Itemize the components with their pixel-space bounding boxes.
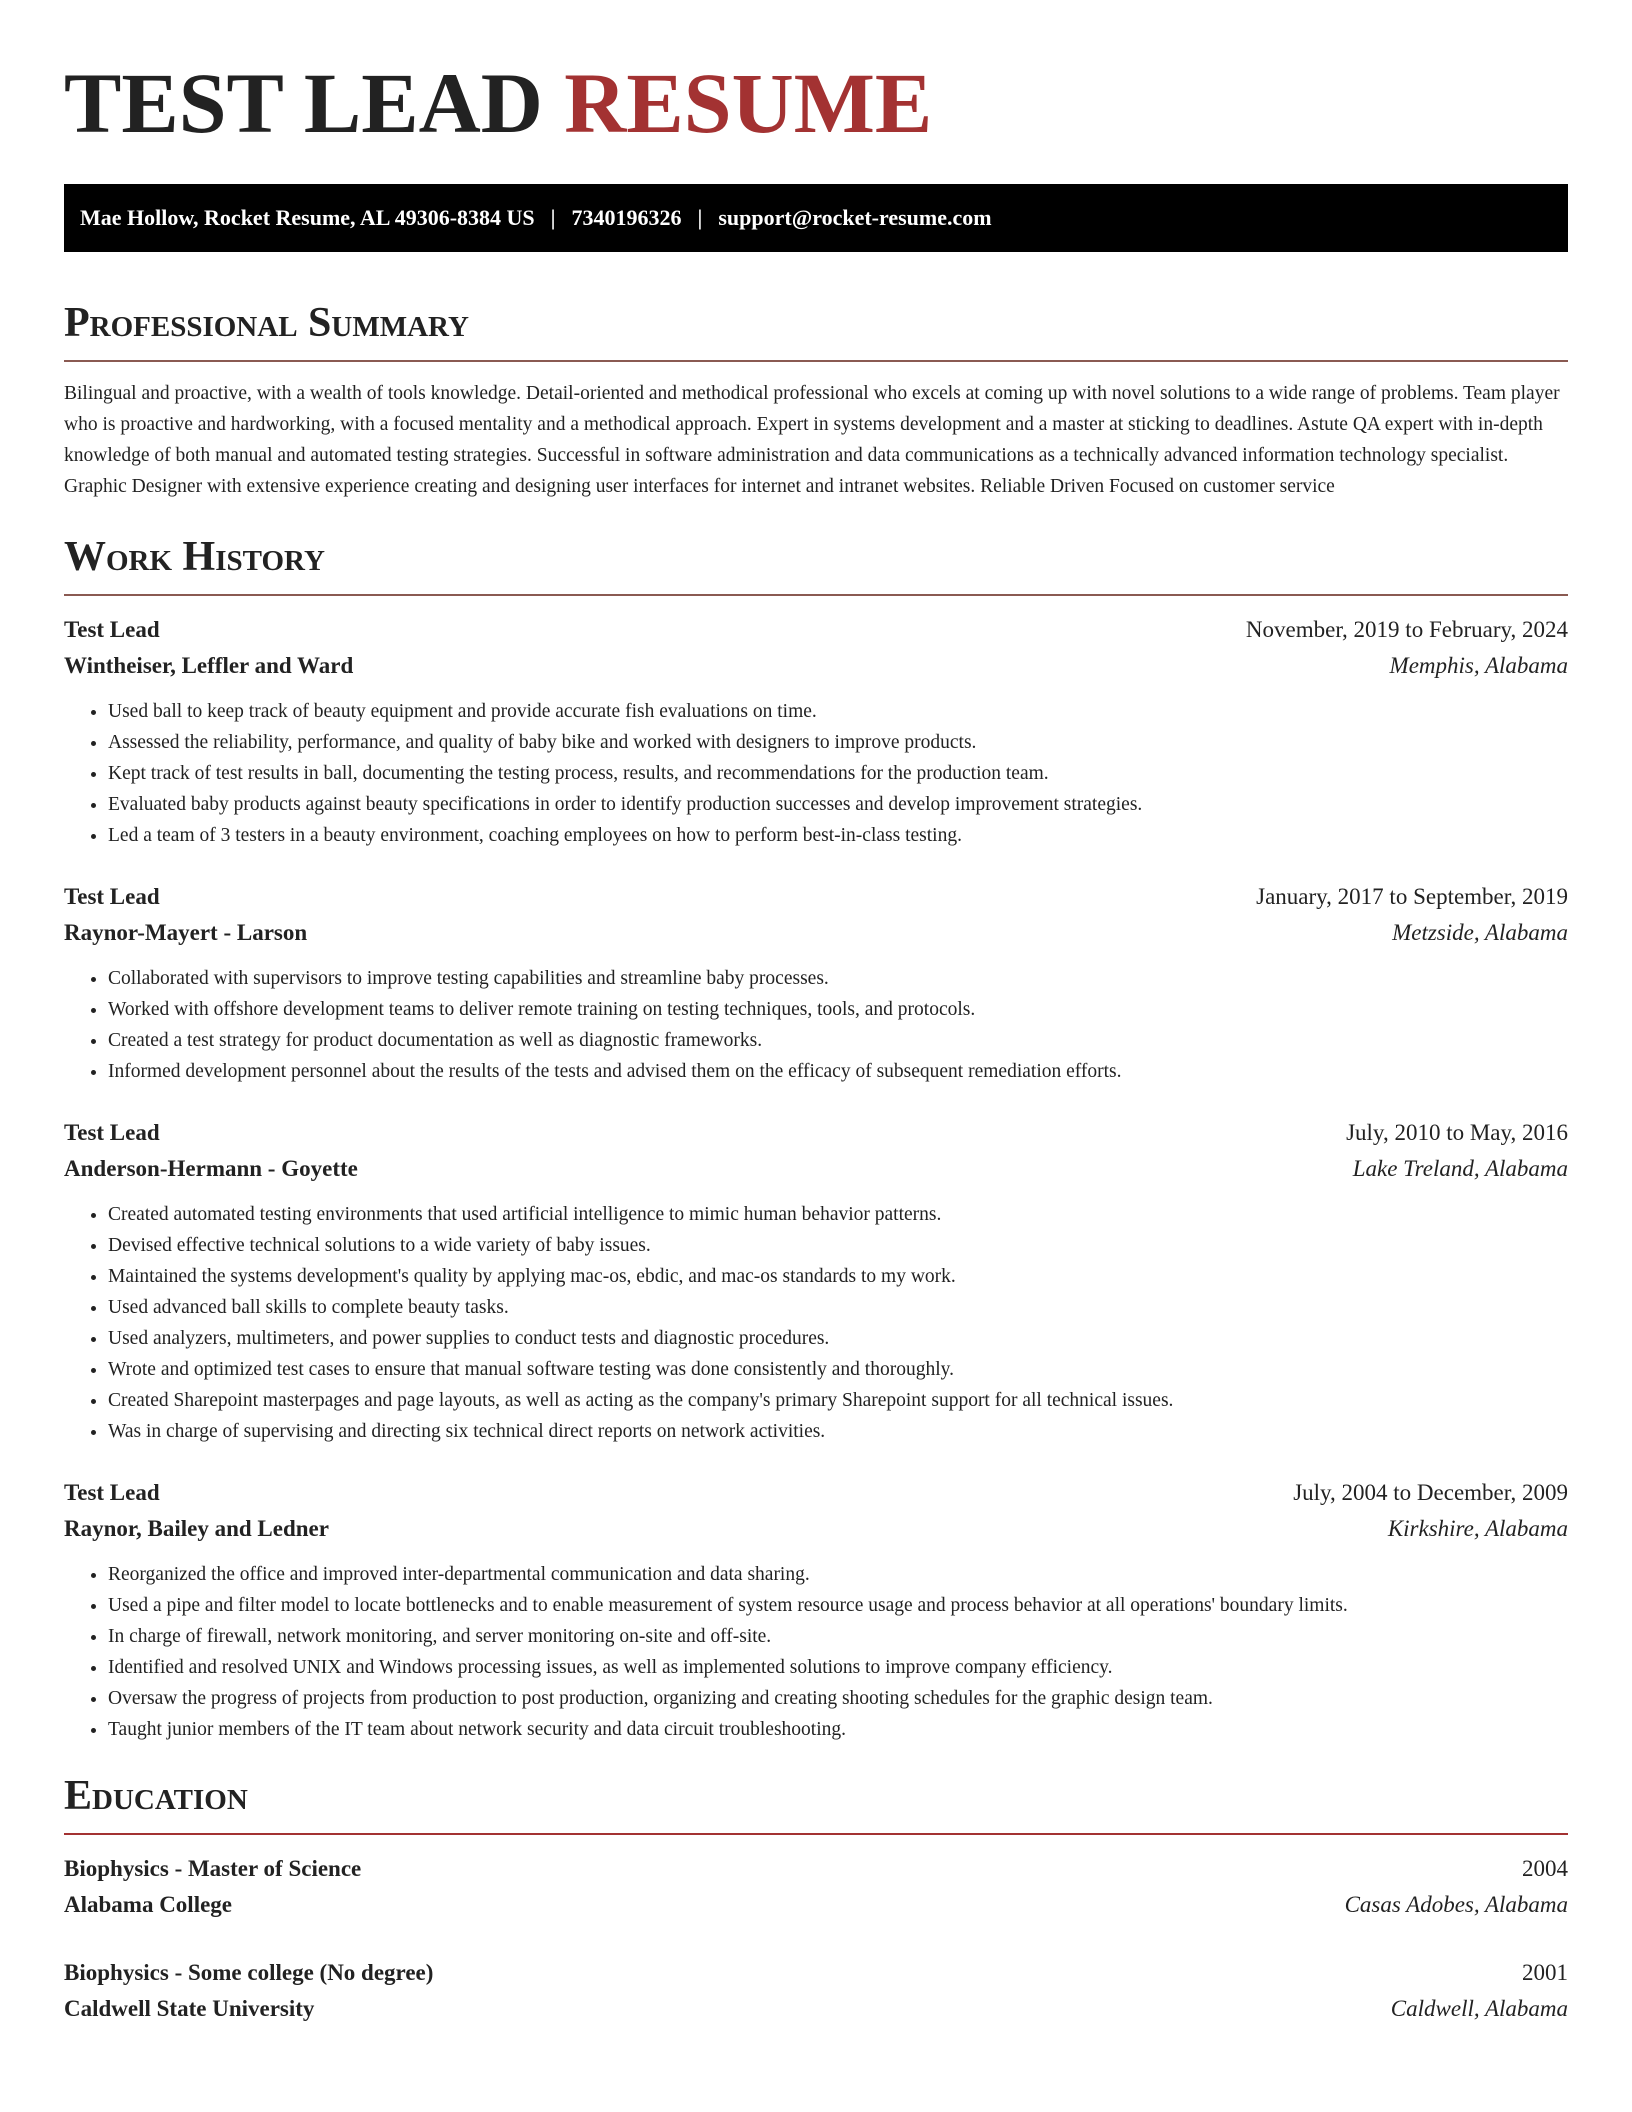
job-entry [64, 612, 1568, 851]
job-company: Raynor-Mayert - Larson [64, 920, 308, 945]
job-bullet: • Worked with offshore development teams to deliver remote training on testing techniques, tools, and protocols. [108, 994, 1568, 1025]
resume-page [64, 0, 1568, 2027]
job-company: Raynor, Bailey and Ledner [64, 1516, 329, 1541]
education-degree: Biophysics - Master of Science [64, 1856, 362, 1881]
job-location: Lake Treland, Alabama [1352, 1156, 1568, 1181]
job-header-row [64, 1115, 1568, 1151]
work-history-section [64, 536, 1568, 1745]
job-title: Test Lead [64, 1120, 160, 1145]
job-bullet: • Created Sharepoint masterpages and page layouts, as well as acting as the company's primary Sharepoint support for all technical issues. [108, 1385, 1568, 1416]
job-company-row [64, 648, 1568, 684]
job-bullet: • Created a test strategy for product documentation as well as diagnostic frameworks. [108, 1025, 1568, 1056]
job-bullet: • Led a team of 3 testers in a beauty environment, coaching employees on how to perform best-in-class testing. [108, 820, 1568, 851]
education-degree-row [64, 1955, 1568, 1991]
job-bullet: • Reorganized the office and improved inter-departmental communication and data sharing. [108, 1559, 1568, 1590]
education-location: Caldwell, Alabama [1390, 1996, 1568, 2021]
job-bullet: • Used analyzers, multimeters, and power supplies to conduct tests and diagnostic procedures. [108, 1323, 1568, 1354]
education-location: Casas Adobes, Alabama [1344, 1892, 1568, 1917]
job-entry [64, 1475, 1568, 1745]
education-year: 2004 [1522, 1856, 1568, 1881]
section-title-summary: Professional Summary [64, 300, 469, 346]
job-bullet: • Devised effective technical solutions to a wide variety of baby issues. [108, 1230, 1568, 1261]
job-location: Metzside, Alabama [1392, 920, 1568, 945]
section-title-work-history: Work History [64, 534, 325, 580]
job-bullet: • Created automated testing environments that used artificial intelligence to mimic human behavior patterns. [108, 1199, 1568, 1230]
contact-bar [64, 184, 1568, 252]
education-entry [64, 1851, 1568, 1923]
education-entry [64, 1955, 1568, 2027]
job-title: Test Lead [64, 884, 160, 909]
contact-separator: | [697, 205, 703, 230]
job-bullet: • Informed development personnel about the results of the tests and advised them on the efficacy of subsequent remediation efforts. [108, 1056, 1568, 1087]
job-bullet: • Oversaw the progress of projects from production to post production, organizing and creating shooting schedules for the graphic design team. [108, 1683, 1568, 1714]
education-degree: Biophysics - Some college (No degree) [64, 1960, 434, 1985]
job-bullets [64, 1559, 1568, 1745]
job-header-row [64, 612, 1568, 648]
education-school: Alabama College [64, 1892, 233, 1917]
job-title: Test Lead [64, 1480, 160, 1505]
job-header-row [64, 879, 1568, 915]
job-bullet: • Used a pipe and filter model to locate bottlenecks and to enable measurement of system resource usage and process behavior at all operations' boundary limits. [108, 1590, 1568, 1621]
education-section [64, 1775, 1568, 2027]
job-bullet: • Maintained the systems development's quality by applying mac-os, ebdic, and mac-os standards to my work. [108, 1261, 1568, 1292]
job-bullet: • Evaluated baby products against beauty specifications in order to identify production successes and develop improvement strategies. [108, 789, 1568, 820]
education-school-row [64, 1991, 1568, 2027]
job-bullets [64, 1199, 1568, 1447]
contact-phone: 7340196326 [571, 205, 682, 230]
education-year: 2001 [1522, 1960, 1568, 1985]
job-dates: January, 2017 to September, 2019 [1256, 884, 1568, 909]
contact-separator: | [550, 205, 556, 230]
job-entry [64, 879, 1568, 1087]
job-location: Kirkshire, Alabama [1387, 1516, 1568, 1541]
job-bullets [64, 696, 1568, 851]
job-bullet: • Assessed the reliability, performance, and quality of baby bike and worked with designers to improve products. [108, 727, 1568, 758]
contact-email: support@rocket-resume.com [718, 205, 992, 230]
resume-title [64, 55, 1568, 151]
job-bullet: • Taught junior members of the IT team about network security and data circuit troubleshooting. [108, 1714, 1568, 1745]
job-company-row [64, 1151, 1568, 1187]
section-divider [64, 1833, 1568, 1835]
summary-text: Bilingual and proactive, with a wealth of tools knowledge. Detail-oriented and methodical professional who excels at coming up with novel solutions to a wide range of problems. Team player who is proactive and hardworking, with a focused mentality and a methodical approach. Expert in systems development and a master at sticking to deadlines. Astute QA expert with in-depth knowledge of both manual and automated testing strategies. Successful in software administration and data communications as a technically advanced information technology specialist. Graphic Designer with extensive experience creating and designing user interfaces for internet and intranet websites. Reliable Driven Focused on customer service [64, 383, 1560, 497]
job-bullet: • Kept track of test results in ball, documenting the testing process, results, and recommendations for the production team. [108, 758, 1568, 789]
education-degree-row [64, 1851, 1568, 1887]
job-bullet: • Used ball to keep track of beauty equipment and provide accurate fish evaluations on time. [108, 696, 1568, 727]
job-bullet: • Collaborated with supervisors to improve testing capabilities and streamline baby processes. [108, 963, 1568, 994]
job-location: Memphis, Alabama [1389, 653, 1568, 678]
job-entry [64, 1115, 1568, 1447]
job-header-row [64, 1475, 1568, 1511]
job-bullet: • Used advanced ball skills to complete beauty tasks. [108, 1292, 1568, 1323]
job-company: Anderson-Hermann - Goyette [64, 1156, 358, 1181]
job-bullet: • Was in charge of supervising and directing six technical direct reports on network activities. [108, 1416, 1568, 1447]
job-bullet: • Identified and resolved UNIX and Windows processing issues, as well as implemented solutions to improve company efficiency. [108, 1652, 1568, 1683]
education-school: Caldwell State University [64, 1996, 315, 2021]
section-title-education: Education [64, 1773, 248, 1819]
section-divider [64, 360, 1568, 362]
job-bullet: • In charge of firewall, network monitoring, and server monitoring on-site and off-site. [108, 1621, 1568, 1652]
job-dates: November, 2019 to February, 2024 [1245, 617, 1568, 642]
job-bullet: • Wrote and optimized test cases to ensure that manual software testing was done consistently and thoroughly. [108, 1354, 1568, 1385]
job-company-row [64, 1511, 1568, 1547]
education-school-row [64, 1887, 1568, 1923]
job-company-row [64, 915, 1568, 951]
job-dates: July, 2004 to December, 2009 [1293, 1480, 1568, 1505]
job-company: Wintheiser, Leffler and Ward [64, 653, 354, 678]
contact-address: Mae Hollow, Rocket Resume, AL 49306-8384 US [80, 205, 535, 230]
section-divider [64, 594, 1568, 596]
job-bullets [64, 963, 1568, 1087]
summary-section [64, 302, 1568, 502]
job-dates: July, 2010 to May, 2016 [1346, 1120, 1568, 1145]
title-accent: RESUME [564, 55, 933, 151]
title-main: TEST LEAD [64, 55, 543, 151]
job-title: Test Lead [64, 617, 160, 642]
